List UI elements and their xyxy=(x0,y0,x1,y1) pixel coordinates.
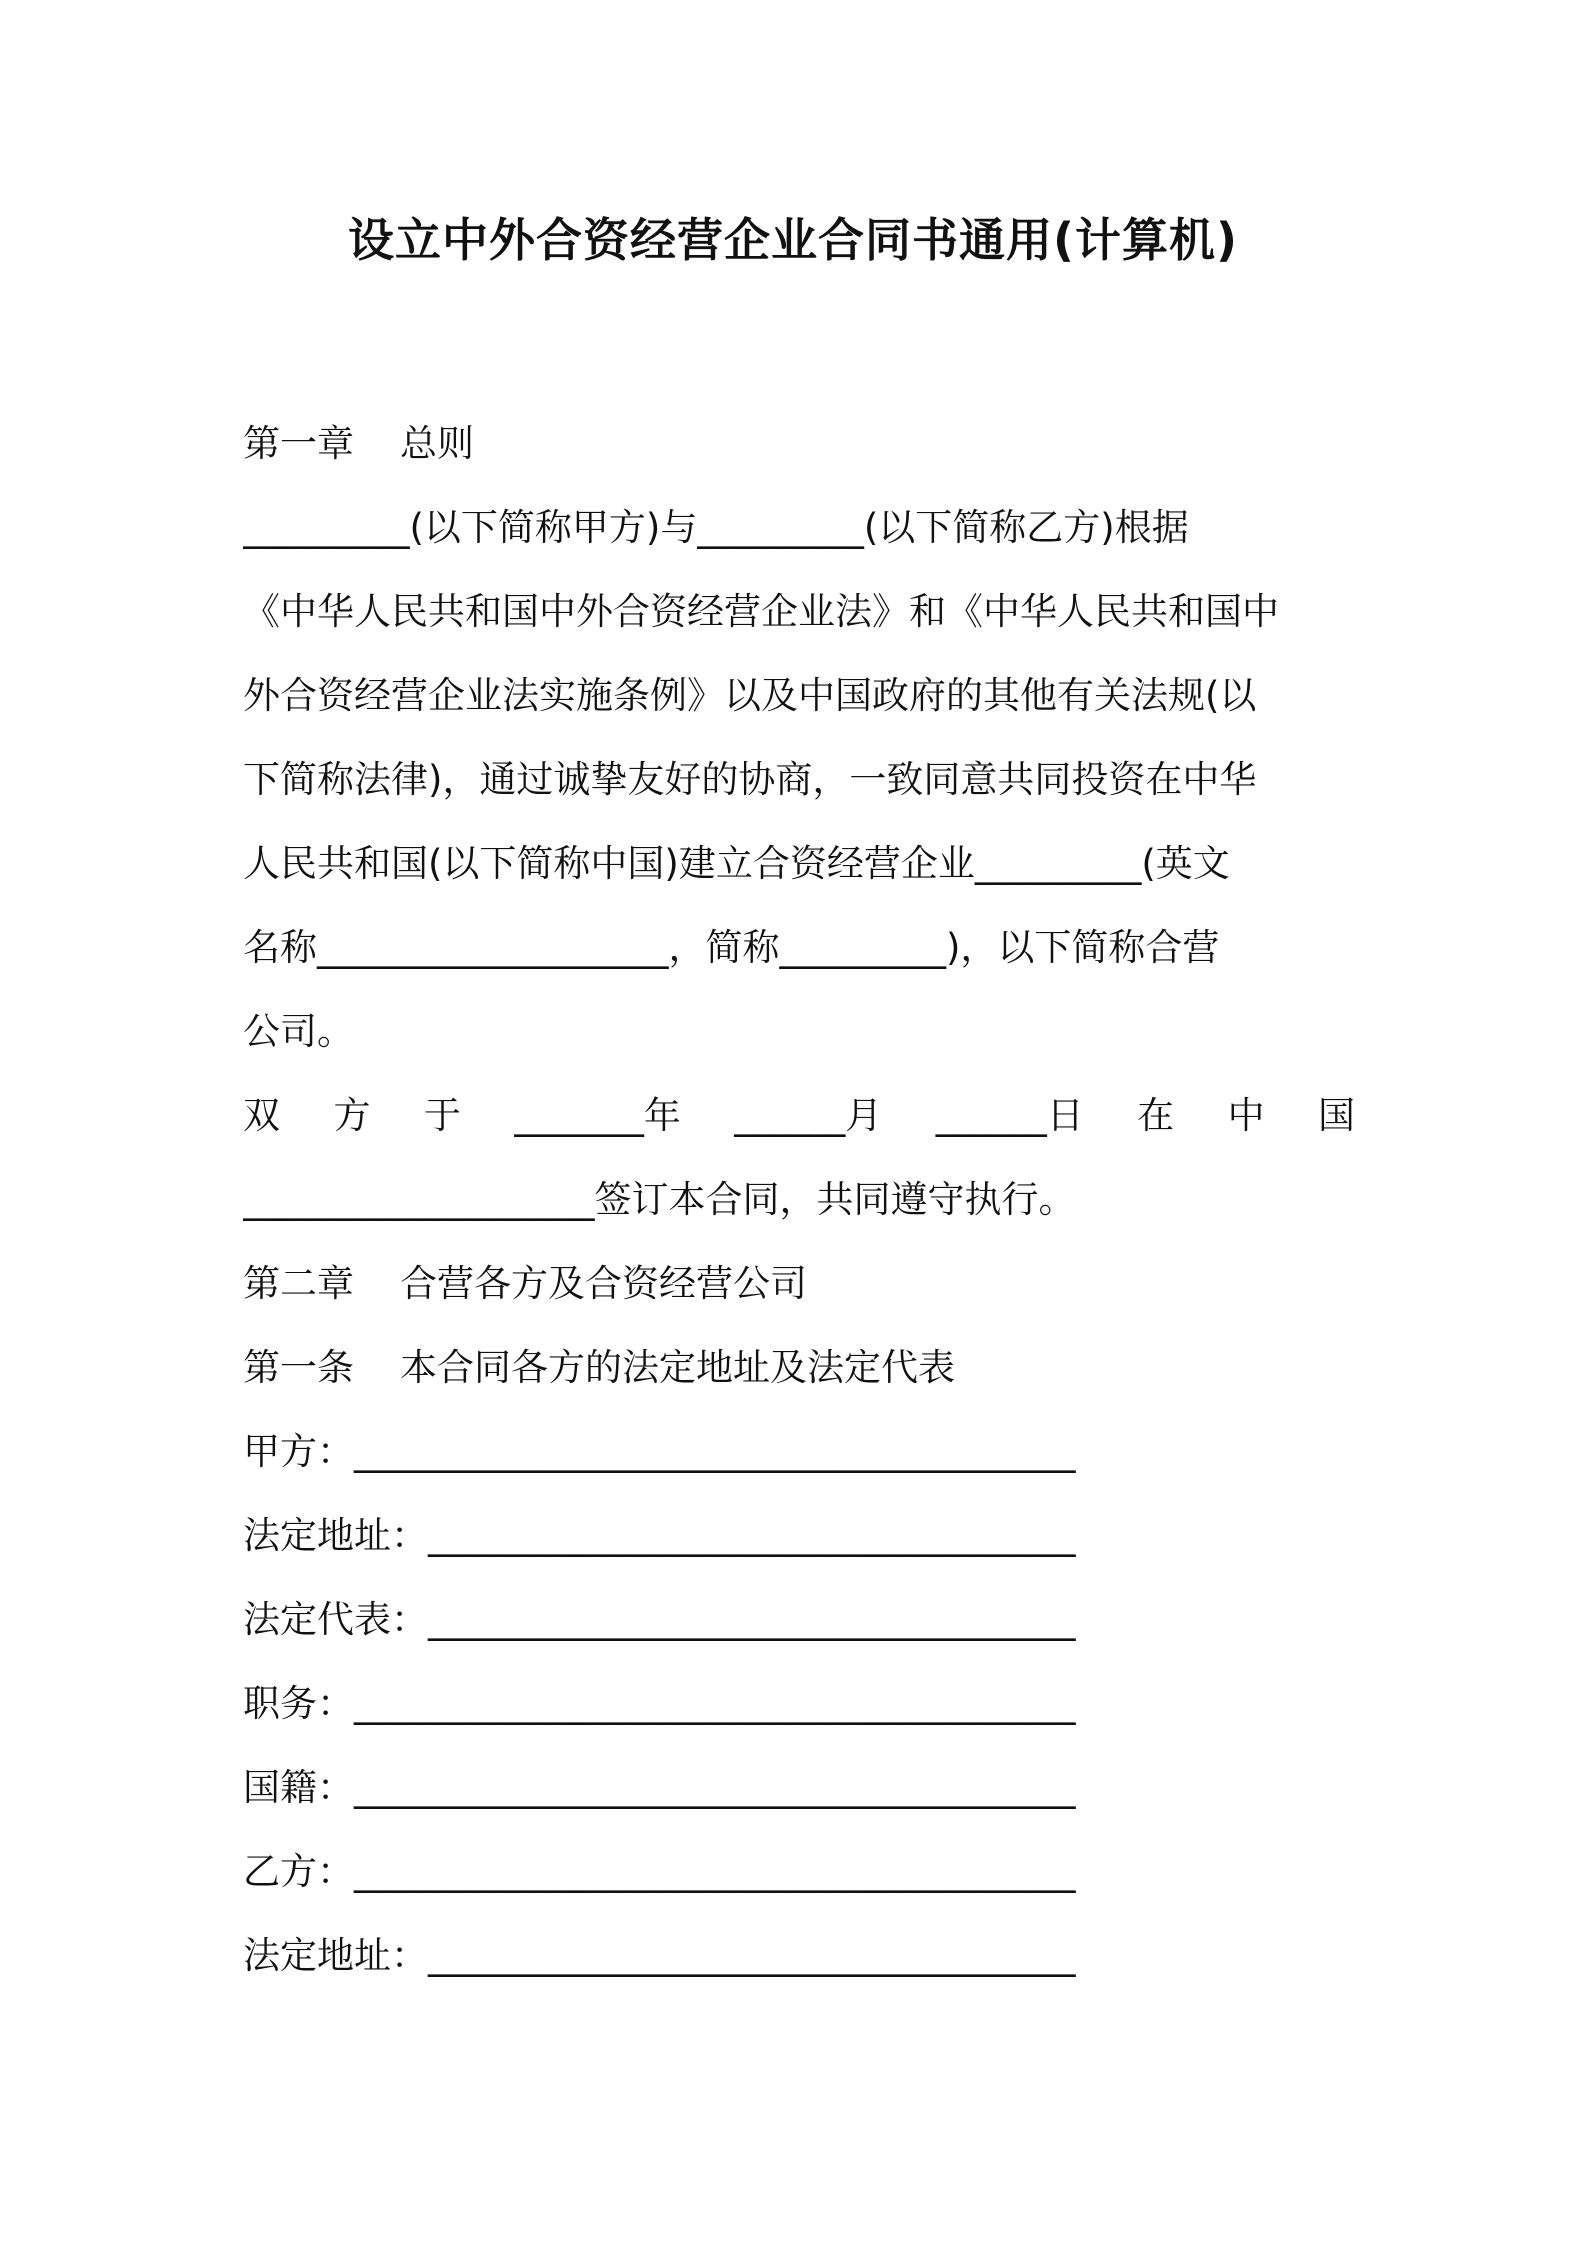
document-body xyxy=(243,402,1355,1998)
party-a-representative-field: 法定代表：___________________________________ xyxy=(243,1598,1076,1641)
signing-word: 国 xyxy=(1318,1094,1355,1137)
document-title: 设立中外合资经营企业合同书通用(计算机) xyxy=(347,213,1239,267)
paragraph-line: 下简称法律)，通过诚挚友好的协商，一致同意共同投资在中华 xyxy=(243,758,1257,801)
chapter-2-number: 第二章 xyxy=(243,1262,354,1305)
paragraph-line: 人民共和国(以下简称中国)建立合资经营企业_________(英文 xyxy=(243,842,1230,885)
signing-date-line xyxy=(243,1074,1355,1158)
chapter-1-number: 第一章 xyxy=(243,422,354,465)
signing-place-line: ___________________签订本合同，共同遵守执行。 xyxy=(243,1178,1076,1221)
party-a-address-field: 法定地址：___________________________________ xyxy=(243,1514,1076,1557)
signing-year-blank: _______年 xyxy=(514,1094,681,1137)
party-a-position-field: 职务：_______________________________________ xyxy=(243,1682,1076,1725)
article-1-name: 本合同各方的法定地址及法定代表 xyxy=(400,1346,955,1389)
party-a-field: 甲方：_______________________________________ xyxy=(243,1430,1076,1473)
article-1-number: 第一条 xyxy=(243,1346,354,1389)
signing-word: 于 xyxy=(423,1094,461,1137)
party-b-field: 乙方：_______________________________________ xyxy=(243,1850,1076,1893)
paragraph-line: _________(以下简称甲方)与_________(以下简称乙方)根据 xyxy=(243,506,1189,549)
signing-word: 双 xyxy=(243,1094,280,1137)
paragraph-line: 外合资经营企业法实施条例》以及中国政府的其他有关法规(以 xyxy=(243,674,1257,717)
paragraph-line: 名称___________________，简称_________)，以下简称合营 xyxy=(243,926,1220,969)
signing-word: 中 xyxy=(1227,1094,1265,1137)
signing-day-blank: ______日 xyxy=(935,1094,1084,1137)
chapter-1-heading xyxy=(243,402,1355,486)
signing-month-blank: ______月 xyxy=(734,1094,883,1137)
paragraph-line: 公司。 xyxy=(243,1010,354,1053)
chapter-1-name: 总则 xyxy=(400,422,474,465)
party-a-nationality-field: 国籍：_______________________________________ xyxy=(243,1766,1076,1809)
article-1-heading xyxy=(243,1326,1355,1410)
party-b-address-field: 法定地址：___________________________________ xyxy=(243,1934,1076,1977)
paragraph-line: 《中华人民共和国中外合资经营企业法》和《中华人民共和国中 xyxy=(243,590,1279,633)
signing-word: 方 xyxy=(333,1094,371,1137)
chapter-2-name: 合营各方及合资经营公司 xyxy=(400,1262,807,1305)
chapter-2-heading xyxy=(243,1242,1355,1326)
signing-word: 在 xyxy=(1137,1094,1175,1137)
